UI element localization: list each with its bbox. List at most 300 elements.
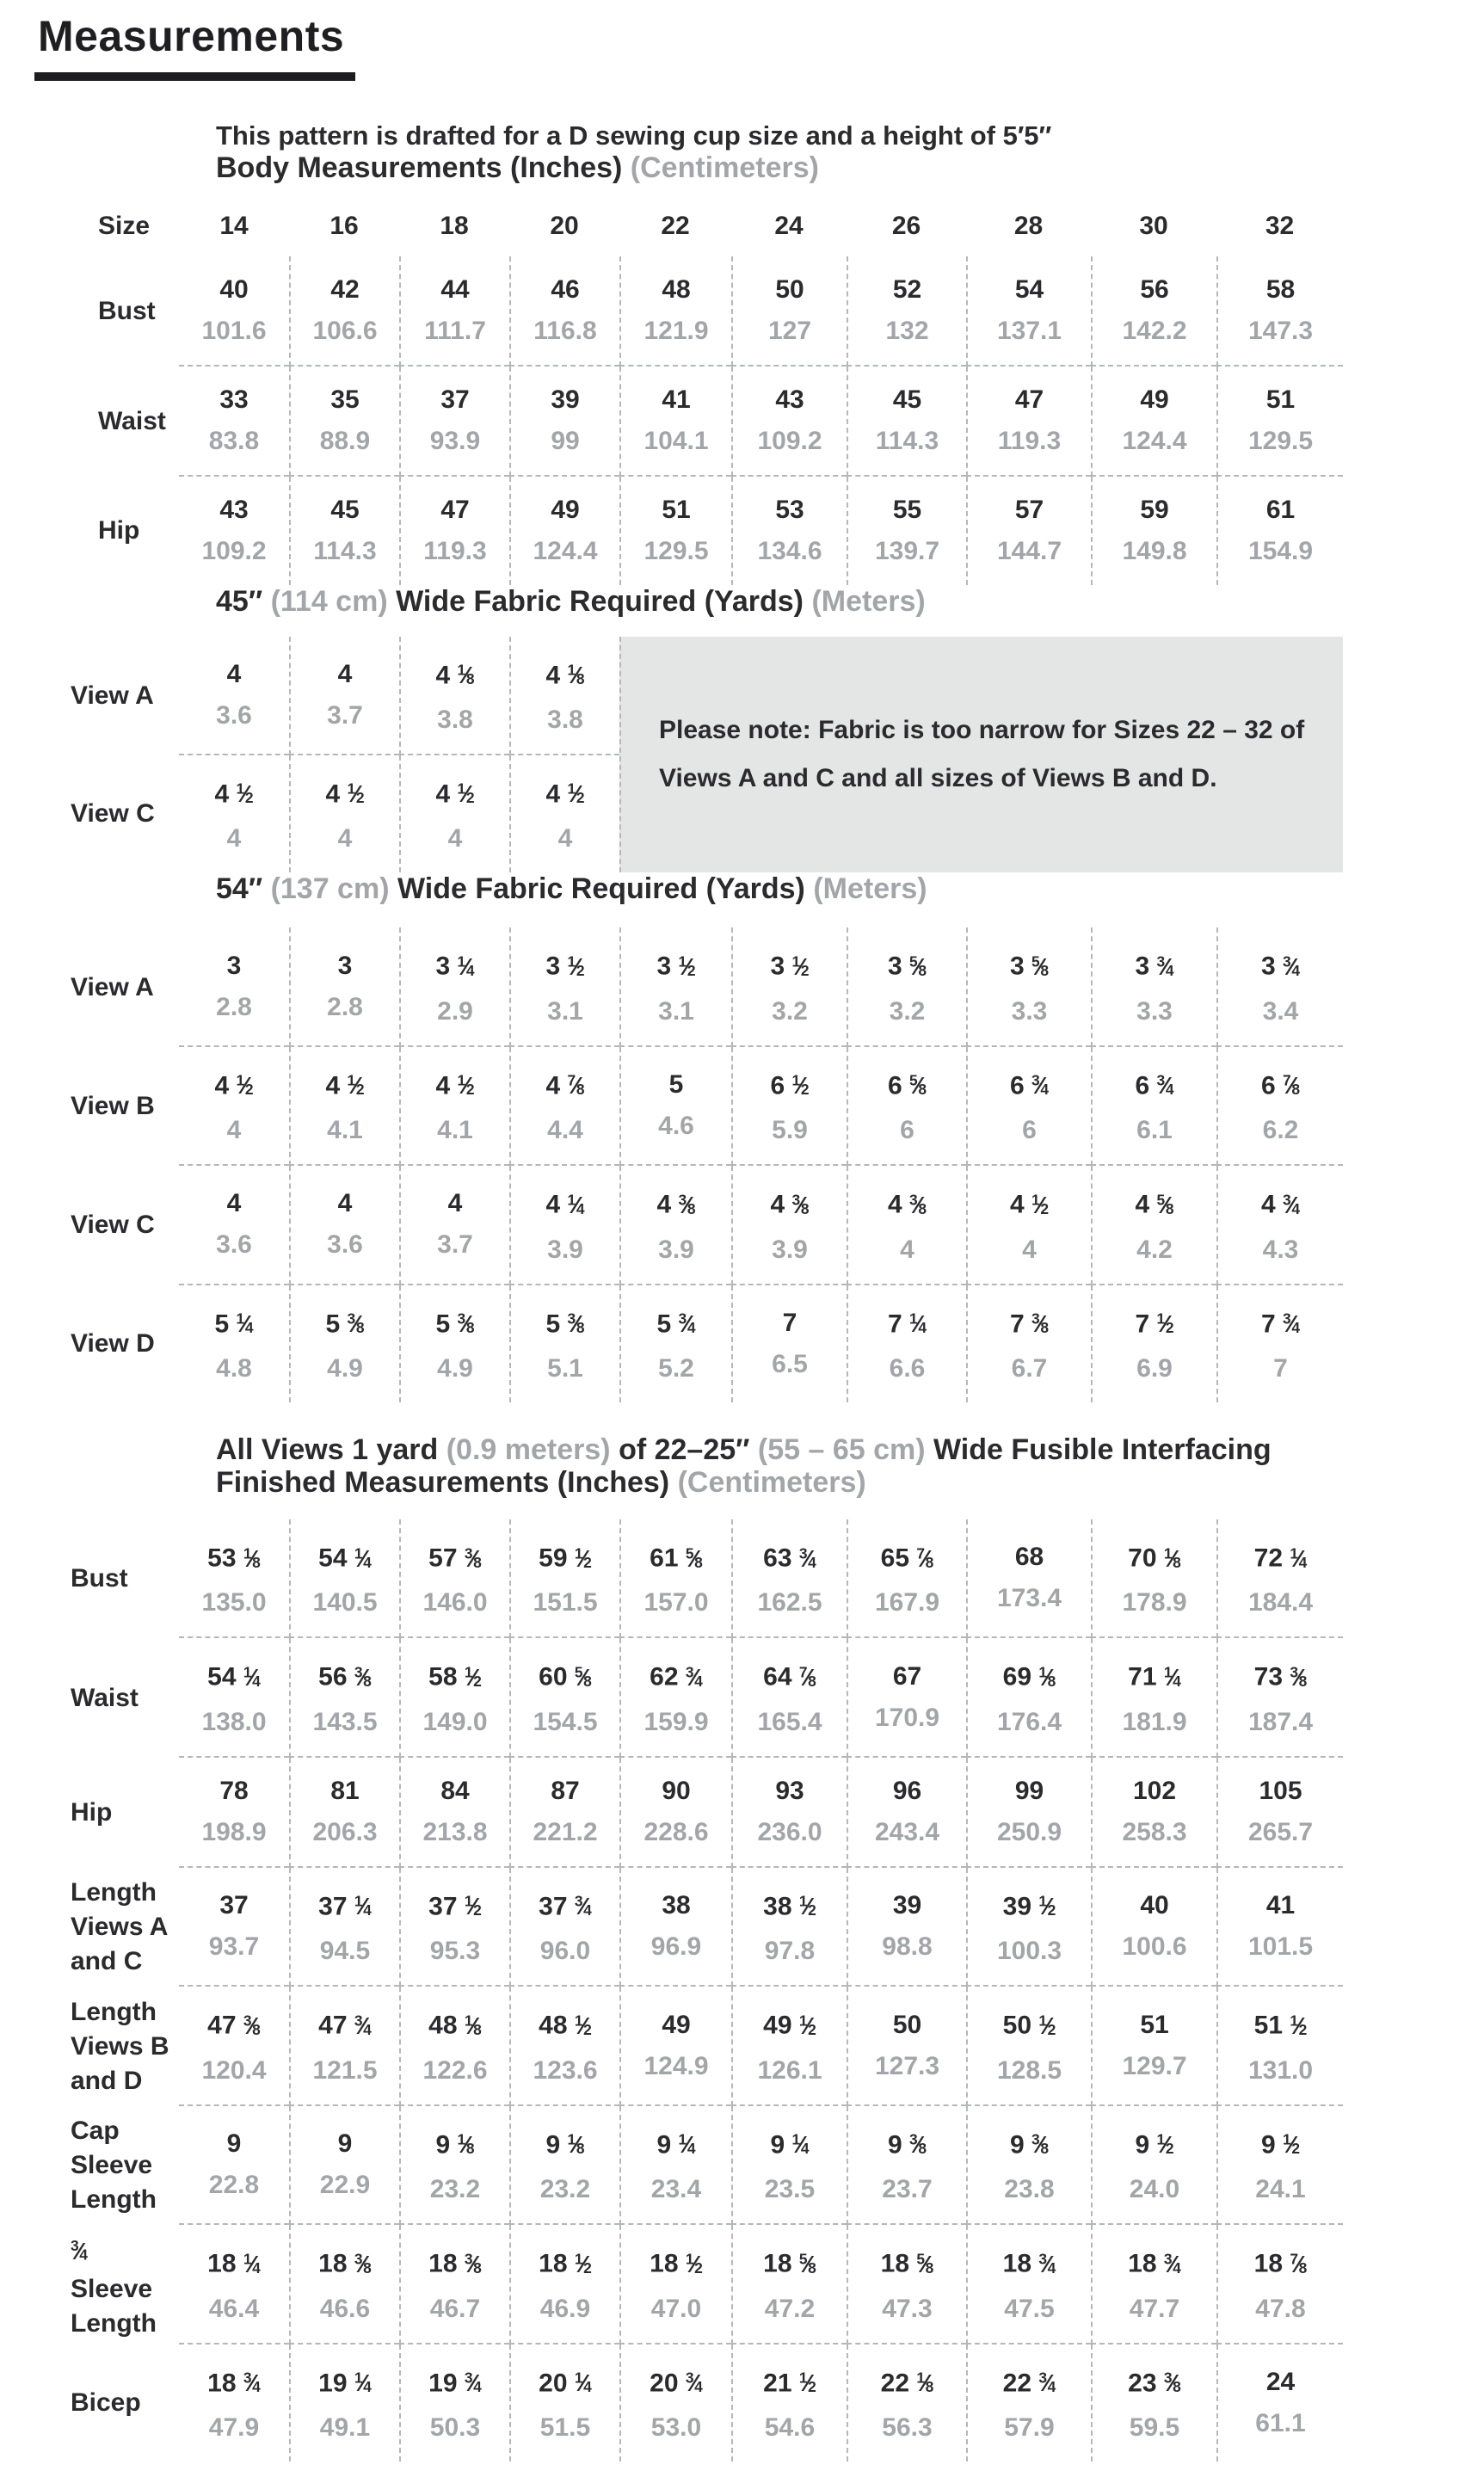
inches-value: 4 [337,1189,353,1218]
cm-value: 88.9 [319,426,371,455]
inches-value: 3 $^3$⁄4 [1261,952,1300,981]
measurement-cell [966,1638,1091,1757]
measurement-cell [1091,256,1216,367]
inches-value: 22 [661,211,690,240]
measurement-cell [509,2106,619,2225]
measurement-cell [731,1638,847,1757]
measurement-cell [731,2106,847,2225]
inches-value: 56 [1140,274,1169,304]
inches-value: 5 $^3$⁄8 [545,1309,585,1339]
inches-value: 7 [782,1308,797,1337]
inches-value: 43 [219,495,249,524]
heading-segment: (Centimeters) [630,151,819,184]
cm-value: 3.9 [547,1235,583,1264]
body-measurements-table [34,256,1484,585]
inches-value: 20 $^3$⁄4 [650,2369,703,2398]
measurement-cell [966,1868,1091,1987]
inches-value: 6 $^3$⁄4 [1135,1071,1174,1100]
measurement-cell [731,256,847,367]
size-value [1091,200,1216,253]
cm-value: 114.3 [313,536,377,565]
measurement-cell [509,367,619,477]
cm-value: 146.0 [422,1588,488,1617]
measurement-cell [509,256,619,367]
inches-value: 48 [662,274,691,304]
cm-value: 6.7 [1011,1354,1048,1383]
cm-value: 243.4 [874,1817,940,1846]
cm-value: 3.7 [327,700,363,730]
cm-value: 6.6 [889,1354,926,1383]
cm-value: 6.5 [772,1349,808,1378]
cm-value: 59.5 [1129,2412,1180,2442]
measurement-cell [509,1868,619,1987]
inches-value: 49 [1140,385,1169,414]
measurement-cell [289,256,399,367]
measurement-cell [179,1638,289,1757]
cm-value: 154.9 [1247,536,1314,565]
inches-value: 69 $^1$⁄8 [1002,1663,1056,1692]
row-label-view-c: View C [71,799,155,829]
measurement-cell [289,2225,399,2344]
measurement-cell [399,927,509,1046]
inches-value: 14 [219,211,249,240]
inches-value: 56 $^3$⁄8 [318,1663,372,1692]
cm-value: 132 [885,316,929,345]
measurement-cell [1216,2106,1343,2225]
fabric-width-note-text: Please note: Fabric is too narrow for Sizes 22 – 32 of Views A and C and all sizes of Views B and D. [659,715,1305,792]
measurement-cell [619,2225,731,2344]
cm-value: 236.0 [757,1817,822,1846]
inches-value: 20 [550,211,579,240]
measurement-cell [1216,927,1343,1046]
inches-value: 96 [892,1776,922,1805]
cm-value: 57.9 [1004,2412,1055,2442]
cm-value: 135.0 [201,1588,267,1617]
inches-value: 45 [330,495,360,524]
cm-value: 99 [551,426,580,455]
inches-value: 6 $^7$⁄8 [1261,1071,1300,1100]
measurement-cell [731,2345,847,2462]
cm-value: 49.1 [319,2412,371,2442]
cm-value: 3.6 [216,700,252,730]
cm-value: 6.9 [1136,1354,1173,1383]
cm-value: 127 [767,316,812,345]
inches-value: 4 $^1$⁄2 [435,1071,475,1100]
cm-value: 100.6 [1122,1932,1187,1962]
cm-value: 2.8 [327,992,363,1021]
measurement-cell [1091,1166,1216,1285]
measurement-cell [399,1638,509,1757]
measurement-cell [619,1047,731,1166]
heading-segment: (137 cm) [270,872,397,906]
measurement-cell [179,2106,289,2225]
row-label-3-4-sleeve-length: $^3$⁄4 Sleeve Length [71,2237,157,2338]
inches-value: 4 $^1$⁄2 [325,1071,365,1100]
size-value [289,200,399,253]
heading-segment: Wide Fabric Required (Yards) [397,872,814,906]
cm-value: 47.8 [1255,2294,1306,2323]
inches-value: 49 $^1$⁄2 [763,2011,816,2040]
inches-value: 102 [1132,1776,1177,1805]
inches-value: 4 $^1$⁄2 [1010,1190,1049,1219]
inches-value: 4 $^1$⁄8 [545,661,585,690]
measurement-cell [399,2225,509,2344]
cm-value: 128.5 [996,2055,1062,2085]
cm-value: 5.2 [658,1354,694,1383]
measurement-cell [289,1285,399,1402]
row-label-view-a: View A [71,681,154,710]
row-label-bust: Bust [98,296,156,325]
inches-value: 40 [1140,1891,1169,1920]
inches-value: 3 $^5$⁄8 [888,952,927,981]
cm-value: 5.1 [547,1354,583,1383]
inches-value: 33 [219,385,249,414]
cm-value: 3.8 [437,705,473,734]
measurement-cell [847,256,966,367]
cm-value: 122.6 [422,2055,488,2085]
cm-value: 22.8 [208,2170,260,2199]
measurement-cell [966,1519,1091,1638]
measurement-cell [847,2106,966,2225]
heading-segment: Wide Fabric Required (Yards) [396,584,812,618]
inches-value: 21 $^1$⁄2 [763,2369,816,2398]
inches-value: 78 [219,1776,249,1805]
inches-value: 71 $^1$⁄4 [1128,1663,1181,1692]
cm-value: 159.9 [643,1707,709,1736]
inches-value: 9 [337,2129,353,2158]
inches-value: 64 $^7$⁄8 [763,1663,816,1692]
measurement-cell [179,1166,289,1285]
inches-value: 51 [662,495,691,524]
inches-value: 50 [892,2010,922,2039]
cm-value: 3.1 [658,996,694,1026]
measurement-cell [509,927,619,1046]
row-label-view-d: View D [71,1328,155,1358]
measurement-cell [179,1519,289,1638]
measurement-cell [289,1758,399,1868]
cm-value: 178.9 [1122,1588,1187,1617]
measurement-cell [966,256,1091,367]
inches-value: 48 $^1$⁄8 [428,2011,482,2040]
measurement-cell [966,2345,1091,2462]
measurement-cell [1091,1758,1216,1868]
cm-value: 151.5 [533,1588,598,1617]
measurement-cell [619,1987,731,2105]
fabric-54-table [34,927,1484,1402]
body-measurements-heading [216,151,1484,184]
inches-value: 54 $^1$⁄4 [318,1544,372,1573]
heading-segment: Wide Fusible Interfacing [933,1433,1272,1467]
measurement-cell [847,1868,966,1987]
cm-value: 51.5 [539,2412,591,2442]
cm-value: 143.5 [312,1707,378,1736]
heading-segment: 54″ [216,872,271,906]
measurement-cell [847,1758,966,1868]
inches-value: 3 [337,951,353,980]
cm-value: 4 [557,824,573,853]
measurement-cell [509,1047,619,1166]
inches-value: 37 $^1$⁄4 [318,1892,372,1921]
cm-value: 140.5 [312,1588,378,1617]
measurement-cell [289,637,399,755]
cm-value: 176.4 [996,1707,1062,1736]
inches-value: 49 [662,2010,691,2039]
inches-value: 9 $^1$⁄2 [1261,2130,1300,2160]
measurement-cell [1091,1987,1216,2105]
cm-value: 4 [226,824,242,853]
row-label-waist: Waist [71,1683,139,1712]
inches-value: 81 [330,1776,360,1805]
measurement-cell [179,637,289,755]
inches-value: 19 $^1$⁄4 [318,2369,372,2398]
measurement-cell [179,256,289,367]
cm-value: 47.2 [764,2294,816,2323]
cm-value: 4.9 [437,1354,473,1383]
measurement-cell [509,1758,619,1868]
measurement-cell [1216,2345,1343,2462]
inches-value: 99 [1014,1776,1044,1805]
cm-value: 126.1 [757,2055,822,2085]
cm-value: 47.3 [882,2294,933,2323]
cm-value: 139.7 [874,536,940,565]
measurement-cell [399,1166,509,1285]
inches-value: 4 $^7$⁄8 [545,1071,585,1100]
measurement-cell [619,1285,731,1402]
measurement-cell [1091,2225,1216,2344]
cm-value: 94.5 [319,1937,371,1966]
cm-value: 47.7 [1129,2294,1180,2323]
inches-value: 4 $^1$⁄2 [435,779,475,809]
cm-value: 4 [1022,1235,1037,1264]
inches-value: 72 $^1$⁄4 [1253,1544,1308,1573]
inches-value: 9 [226,2129,242,2158]
inches-value: 53 $^1$⁄8 [207,1544,261,1573]
measurement-cell [289,755,399,872]
heading-segment: (114 cm) [270,584,397,618]
cm-value: 162.5 [757,1588,822,1617]
measurement-cell [847,927,966,1046]
measurement-cell [966,2225,1091,2344]
inches-value: 37 [219,1891,249,1920]
cm-value: 170.9 [874,1703,940,1732]
cm-value: 100.3 [996,1937,1062,1966]
cm-value: 4 [226,1116,242,1145]
size-value [966,200,1091,253]
fabric-54-heading [216,872,1484,905]
inches-value: 48 $^1$⁄2 [539,2011,592,2040]
cm-value: 101.5 [1247,1932,1314,1962]
measurement-cell [509,1285,619,1402]
cm-value: 4.1 [437,1116,473,1145]
measurement-cell [1091,927,1216,1046]
measurement-cell [399,2106,509,2225]
inches-value: 87 [551,1776,580,1805]
cm-value: 121.9 [643,316,709,345]
cm-value: 4.4 [547,1116,583,1145]
row-label-waist: Waist [98,406,166,435]
inches-value: 39 [892,1891,922,1920]
intro-note: This pattern is drafted for a D sewing cup size and a height of 5′5″ [216,120,1052,151]
heading-segment: Finished Measurements (Inches) [216,1466,678,1500]
measurement-cell [1091,1638,1216,1757]
cm-value: 98.8 [882,1932,933,1962]
inches-value: 18 $^3$⁄4 [207,2369,261,2398]
inches-value: 50 [775,274,804,304]
measurement-cell [509,1987,619,2105]
measurement-cell [731,1987,847,2105]
inches-value: 32 [1265,211,1295,240]
measurement-cell [731,477,847,585]
inches-value: 54 [1014,274,1044,304]
measurement-cell [179,1868,289,1987]
heading-segment: Body Measurements (Inches) [216,151,631,184]
measurement-cell [289,1868,399,1987]
cm-value: 184.4 [1247,1588,1314,1617]
heading-segment: (0.9 meters) [446,1433,619,1467]
measurement-cell [1216,1868,1343,1987]
measurement-cell [289,367,399,477]
measurement-cell [509,1519,619,1638]
measurement-cell [619,477,731,585]
measurement-cell [289,2345,399,2462]
finished-measurements-table [34,1519,1484,2462]
measurement-cell [1216,1987,1343,2105]
measurement-cell [966,927,1091,1046]
cm-value: 24.1 [1255,2175,1306,2204]
measurement-cell [731,927,847,1046]
inches-value: 9 $^3$⁄8 [888,2130,927,2160]
measurement-cell [1091,1285,1216,1402]
measurement-cell [1091,1047,1216,1166]
inches-value: 47 [440,495,470,524]
size-value [1216,200,1343,253]
measurement-cell [399,1285,509,1402]
measurement-cell [619,1166,731,1285]
inches-value: 58 [1265,274,1296,304]
row-label-size: Size [98,211,151,240]
inches-value: 54 $^1$⁄4 [207,1663,261,1692]
cm-value: 109.2 [201,536,267,565]
inches-value: 28 [1013,211,1044,240]
cm-value: 6 [1022,1116,1037,1145]
cm-value: 119.3 [997,426,1062,455]
interfacing-note [216,1433,1484,1466]
cm-value: 121.5 [312,2055,378,2085]
inches-value: 5 $^3$⁄4 [656,1309,696,1339]
cm-value: 93.7 [208,1932,260,1962]
cm-value: 2.9 [437,996,473,1026]
measurement-cell [731,1868,847,1987]
cm-value: 4 [337,824,353,853]
measurement-cell [619,1638,731,1757]
measurement-cell [731,1519,847,1638]
cm-value: 47.0 [650,2294,702,2323]
measurement-cell [1216,1285,1343,1402]
inches-value: 7 $^1$⁄4 [888,1309,927,1339]
fabric-45-heading [216,585,1484,618]
measurement-cell [399,1758,509,1868]
inches-value: 9 $^1$⁄8 [435,2130,475,2160]
inches-value: 62 $^3$⁄4 [650,1663,703,1692]
fabric-width-note [619,637,1343,873]
measurement-cell [1091,1519,1216,1638]
inches-value: 9 $^1$⁄4 [656,2130,696,2160]
cm-value: 123.6 [533,2055,598,2085]
cm-value: 147.3 [1247,316,1314,345]
inches-value: 4 [447,1189,463,1218]
inches-value: 18 $^7$⁄8 [1253,2249,1308,2278]
size-value [619,200,731,253]
row-label-hip: Hip [71,1797,113,1827]
measurement-cell [966,1047,1091,1166]
inches-value: 18 $^1$⁄2 [650,2249,703,2278]
cm-value: 97.8 [764,1937,816,1966]
measurement-cell [289,477,399,585]
cm-value: 23.4 [650,2175,702,2204]
heading-segment: All Views 1 yard [216,1433,446,1467]
inches-value: 4 $^1$⁄2 [545,779,585,809]
cm-value: 95.3 [429,1937,481,1966]
inches-value: 23 $^3$⁄8 [1128,2369,1181,2398]
measurement-cell [619,2106,731,2225]
row-label-bicep: Bicep [71,2388,141,2417]
measurement-cell [399,477,509,585]
cm-value: 3.6 [216,1230,252,1260]
size-value [509,200,619,253]
measurement-cell [847,1638,966,1757]
inches-value: 4 $^5$⁄8 [1135,1190,1174,1219]
inches-value: 4 $^1$⁄2 [214,779,254,809]
cm-value: 154.5 [533,1707,598,1736]
inches-value: 45 [892,385,922,414]
inches-value: 6 $^5$⁄8 [888,1071,927,1100]
cm-value: 3.2 [889,996,926,1026]
measurement-cell [731,1285,847,1402]
inches-value: 6 $^1$⁄2 [770,1071,810,1100]
inches-value: 24 [774,211,804,240]
inches-value: 57 $^3$⁄8 [428,1544,482,1573]
inches-value: 18 [440,211,469,240]
inches-value: 4 [226,1189,242,1218]
inches-value: 18 $^1$⁄2 [539,2249,592,2278]
inches-value: 43 [775,385,804,414]
cm-value: 131.0 [1247,2055,1314,2085]
inches-value: 53 [775,495,804,524]
cm-value: 3.3 [1011,996,1048,1026]
inches-value: 18 $^5$⁄8 [763,2249,816,2278]
cm-value: 149.8 [1122,536,1187,565]
cm-value: 5.9 [772,1116,808,1145]
cm-value: 23.5 [764,2175,816,2204]
cm-value: 23.2 [429,2175,481,2204]
cm-value: 46.7 [429,2294,481,2323]
inches-value: 18 $^1$⁄4 [207,2249,261,2278]
inches-value: 70 $^1$⁄8 [1128,1544,1181,1573]
measurement-cell [847,1987,966,2105]
inches-value: 90 [662,1776,691,1805]
cm-value: 206.3 [312,1817,378,1846]
cm-value: 4.8 [216,1354,252,1383]
inches-value: 3 $^1$⁄2 [545,952,585,981]
cm-value: 138.0 [201,1707,267,1736]
cm-value: 96.0 [539,1937,591,1966]
cm-value: 124.4 [533,536,598,565]
cm-value: 181.9 [1122,1707,1187,1736]
inches-value: 4 $^1$⁄8 [435,661,475,690]
inches-value: 18 $^3$⁄8 [428,2249,482,2278]
measurement-cell [509,477,619,585]
fabric-45-table [34,637,1484,873]
